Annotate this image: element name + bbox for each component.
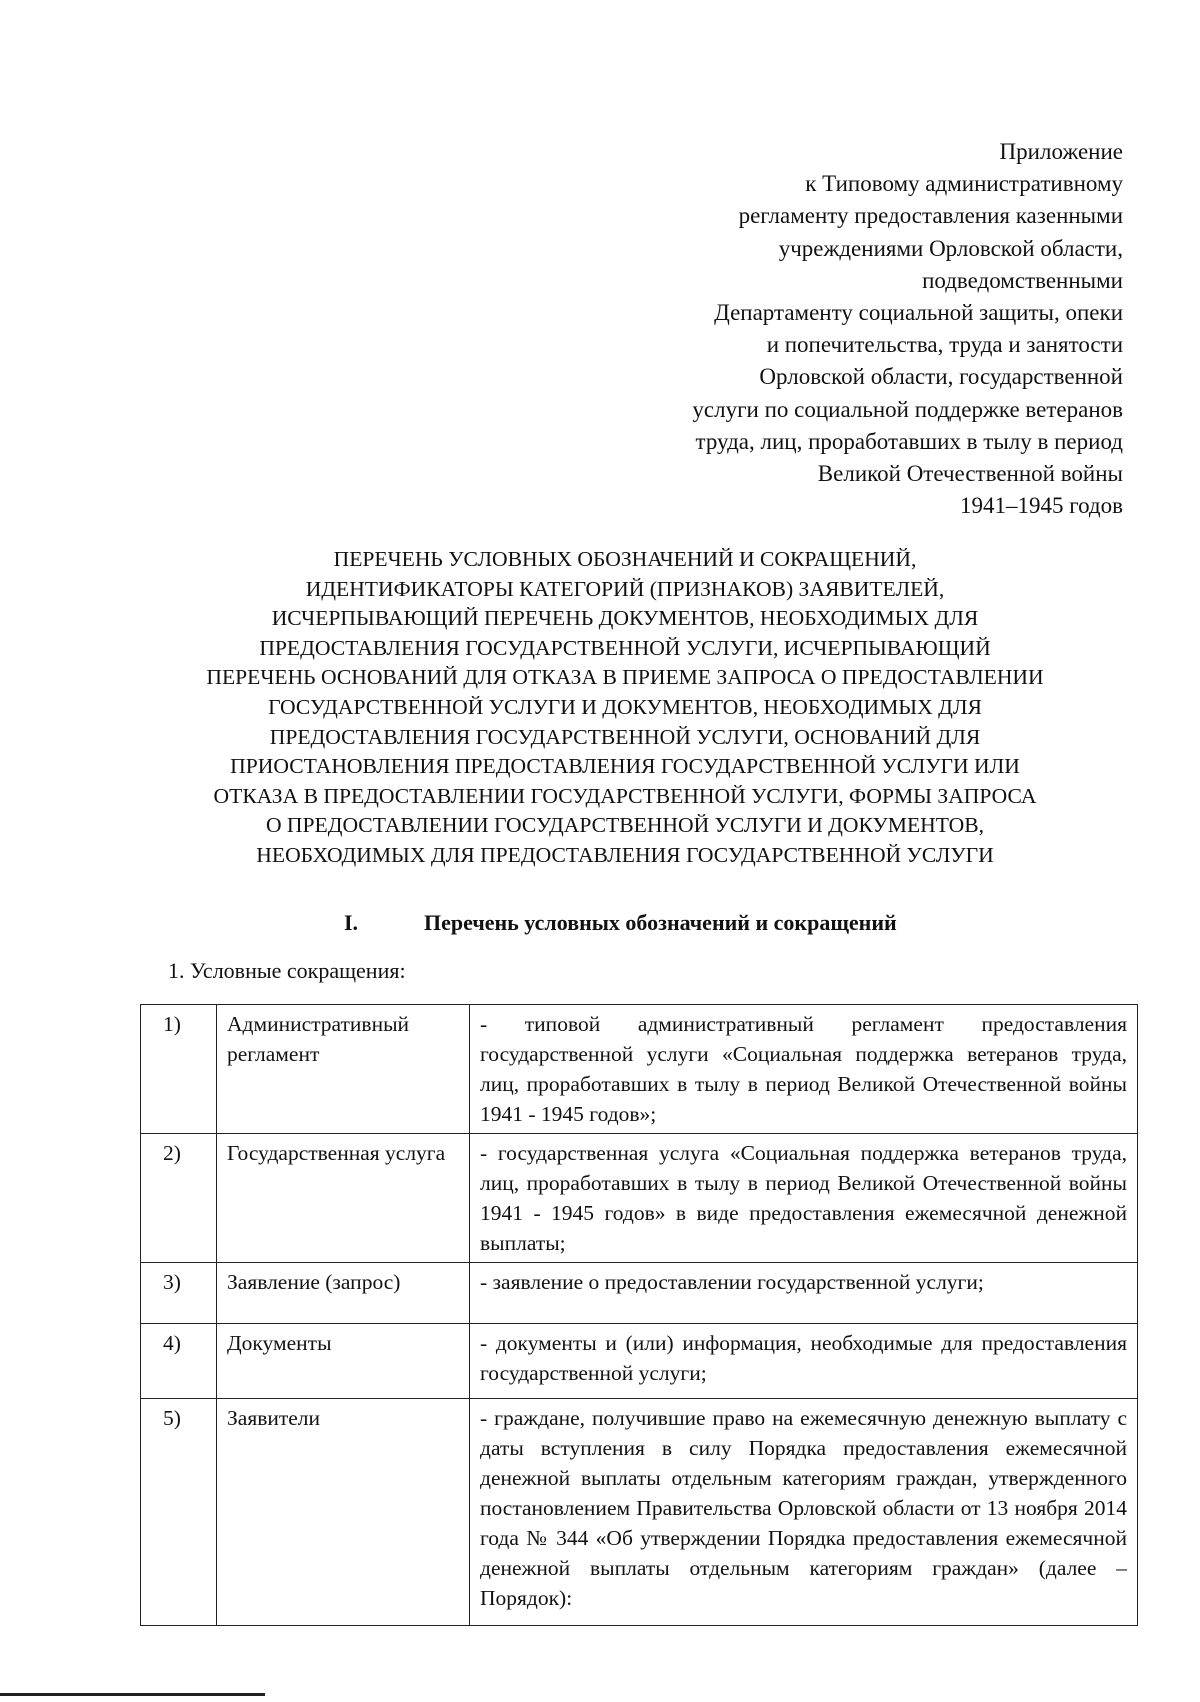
row-number: 5) [141,1399,217,1626]
appendix-line: Орловской области, государственной [759,364,1123,390]
appendix-line: Департаменту социальной защиты, опеки [714,300,1123,326]
title-line: ПЕРЕЧЕНЬ УСЛОВНЫХ ОБОЗНАЧЕНИЙ И СОКРАЩЕНИЙ, [333,547,917,571]
row-number: 2) [141,1134,217,1263]
section-number: I. [344,910,359,935]
abbreviations-table [140,1004,1138,1626]
row-definition: - типовой административный регламент предоставления государственной услуги «Социальная поддержка ветеранов труда, лиц, проработавших в тылу в период Великой Отечественной войны 1941 - 1945 годов»; [470,1005,1138,1134]
scan-edge-line [0,1693,265,1696]
appendix-line: услуги по социальной поддержке ветеранов [692,396,1123,422]
row-number: 4) [141,1324,217,1399]
row-term: Административный регламент [217,1005,470,1134]
title-line: ОТКАЗА В ПРЕДОСТАВЛЕНИИ ГОСУДАРСТВЕННОЙ УСЛУГИ, ФОРМЫ ЗАПРОСА [213,783,1037,808]
appendix-line: подведомственными [922,267,1123,293]
row-term: Заявители [217,1399,470,1626]
document-title [150,545,1100,871]
appendix-line: труда, лиц, проработавших в тылу в период [695,428,1123,454]
subheading: 1. Условные сокращения: [168,958,406,983]
appendix-line: 1941–1945 годов [959,493,1123,519]
title-line: ГОСУДАРСТВЕННОЙ УСЛУГИ И ДОКУМЕНТОВ, НЕОБХОДИМЫХ ДЛЯ [268,694,982,719]
row-number: 1) [141,1005,217,1134]
title-line: ПРЕДОСТАВЛЕНИЯ ГОСУДАРСТВЕННОЙ УСЛУГИ, ОСНОВАНИЙ ДЛЯ [269,724,981,749]
section-heading [0,910,1200,940]
row-term: Документы [217,1324,470,1399]
row-definition: - государственная услуга «Социальная поддержка ветеранов труда, лиц, проработавших в тылу в период Великой Отечественной войны 1941 - 1945 годов» в виде предоставления ежемесячной денежной выплаты; [470,1134,1138,1263]
table-row [141,1134,1138,1263]
table-row [141,1324,1138,1399]
title-line: ИСЧЕРПЫВАЮЩИЙ ПЕРЕЧЕНЬ ДОКУМЕНТОВ, НЕОБХОДИМЫХ ДЛЯ [271,606,979,631]
title-line: ПРЕДОСТАВЛЕНИЯ ГОСУДАРСТВЕННОЙ УСЛУГИ, ИСЧЕРПЫВАЮЩИЙ [259,635,991,660]
row-term: Государственная услуга [217,1134,470,1263]
row-number: 3) [141,1263,217,1324]
title-line: О ПРЕДОСТАВЛЕНИИ ГОСУДАРСТВЕННОЙ УСЛУГИ И ДОКУМЕНТОВ, [265,813,985,838]
title-line: ПРИОСТАНОВЛЕНИЯ ПРЕДОСТАВЛЕНИЯ ГОСУДАРСТВЕННОЙ УСЛУГИ ИЛИ [230,754,1020,779]
row-definition: - граждане, получившие право на ежемесячную денежную выплату с даты вступления в силу Порядка предоставления ежемесячной денежной выплаты отдельным категориям граждан, утвержденного постановлением Правительства Орловской области от 13 ноября 2014 года № 344 «Об утверждении Порядка предоставления ежемесячной денежной выплаты отдельным категориям граждан» (далее – Порядок): [470,1399,1138,1626]
title-line: ИДЕНТИФИКАТОРЫ КАТЕГОРИЙ (ПРИЗНАКОВ) ЗАЯВИТЕЛЕЙ, [305,576,945,601]
title-line: ПЕРЕЧЕНЬ ОСНОВАНИЙ ДЛЯ ОТКАЗА В ПРИЕМЕ ЗАПРОСА О ПРЕДОСТАВЛЕНИИ [206,665,1044,690]
table-row [141,1005,1138,1134]
title-line: НЕОБХОДИМЫХ ДЛЯ ПРЕДОСТАВЛЕНИЯ ГОСУДАРСТВЕННОЙ УСЛУГИ [256,842,994,867]
appendix-line: регламенту предоставления казенными [738,203,1123,229]
appendix-line: и попечительства, труда и занятости [766,332,1123,358]
appendix-line: к Типовому административному [805,171,1123,197]
appendix-line: учреждениями Орловской области, [778,235,1123,261]
table-row [141,1263,1138,1324]
appendix-line: Великой Отечественной войны [817,461,1123,487]
row-term: Заявление (запрос) [217,1263,470,1324]
section-title: Перечень условных обозначений и сокращений [424,910,897,935]
table-row [141,1399,1138,1626]
appendix-header [560,136,1123,522]
row-definition: - заявление о предоставлении государственной услуги; [470,1263,1138,1324]
row-definition: - документы и (или) информация, необходимые для предоставления государственной услуги; [470,1324,1138,1399]
appendix-line: Приложение [999,139,1123,164]
